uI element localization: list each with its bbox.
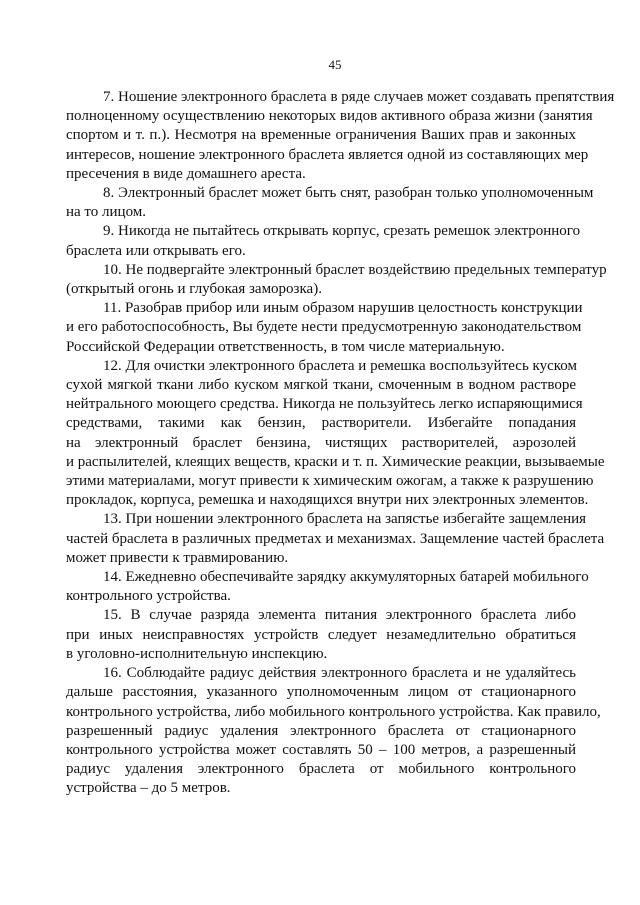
paragraph	[66, 510, 605, 568]
paragraph	[66, 568, 589, 606]
text-line: сухой мягкой ткани либо куском мягкой ткани, смоченным в водном растворе	[66, 377, 576, 394]
text-line: (открытый огонь и глубокая заморозка).	[66, 281, 322, 298]
text-line: 13. При ношении электронного браслета на запястье избегайте защемления	[103, 511, 587, 528]
text-line: на электронный браслет бензина, чистящих растворителей, аэрозолей	[66, 434, 576, 451]
text-line: радиус удаления электронного браслета от мобильного контрольного	[66, 761, 576, 778]
paragraph	[66, 664, 601, 798]
text-line: 12. Для очистки электронного браслета и ремешка воспользуйтесь куском	[103, 357, 577, 374]
text-line: контрольного устройства.	[66, 588, 231, 605]
paragraph	[66, 88, 615, 184]
text-line: полноценному осуществлению некоторых видов активного образа жизни (занятия	[66, 108, 593, 125]
text-line: частей браслета в различных предметах и механизмах. Защемление частей браслета	[66, 530, 605, 547]
text-line: на то лицом.	[66, 204, 147, 221]
paragraph	[66, 261, 607, 299]
text-line: Российской Федерации ответственность, в том числе материальную.	[66, 338, 505, 355]
text-line: и распылителей, клеящих веществ, краски и т. п. Химические реакции, вызываемые	[66, 453, 605, 470]
text-line: 11. Разобрав прибор или иным образом нарушив целостность конструкции	[103, 300, 583, 317]
text-line: прокладок, корпуса, ремешка и находящихся внутри них электронных элементов.	[66, 492, 589, 509]
text-line: дальше расстояния, указанного уполномоченным лицом от стационарного	[66, 684, 576, 701]
text-line: спортом и т. п.). Несмотря на временные ограничения Ваших прав и законных	[66, 127, 576, 144]
paragraph	[66, 299, 583, 357]
text-line: интересов, ношение электронного браслета является одной из составляющих мер	[66, 146, 589, 163]
text-line: 10. Не подвергайте электронный браслет воздействию предельных температур	[103, 261, 607, 278]
text-line: 15. В случае разряда элемента питания электронного браслета либо	[103, 607, 576, 624]
paragraph	[66, 184, 594, 222]
text-line: и его работоспособность, Вы будете нести предусмотренную законодательством	[66, 319, 582, 336]
text-line: 8. Электронный браслет может быть снят, разобран только уполномоченным	[103, 185, 594, 202]
document-body	[66, 88, 615, 799]
paragraph	[66, 357, 605, 511]
text-line: браслета или открывать его.	[66, 242, 246, 259]
text-line: 16. Соблюдайте радиус действия электронного браслета и не удаляйтесь	[103, 665, 576, 682]
text-line: 9. Никогда не пытайтесь открывать корпус, срезать ремешок электронного	[103, 223, 581, 240]
text-line: контрольного устройства, либо мобильного контрольного устройства. Как правило,	[66, 703, 601, 720]
text-line: пресечения в виде домашнего ареста.	[66, 165, 306, 182]
text-line: устройства – до 5 метров.	[66, 780, 231, 797]
text-line: нейтрального моющего средства. Никогда не пользуйтесь легко испаряющимися	[66, 396, 583, 413]
text-line: в уголовно-исполнительную инспекцию.	[66, 645, 328, 662]
page-number: 45	[328, 57, 342, 72]
paragraph	[66, 606, 576, 664]
text-line: может привести к травмированию.	[66, 549, 289, 566]
text-line: при иных неисправностях устройств следует незамедлительно обратиться	[66, 626, 576, 643]
paragraph	[66, 222, 581, 260]
text-line: 14. Ежедневно обеспечивайте зарядку аккумуляторных батарей мобильного	[103, 569, 589, 586]
text-line: 7. Ношение электронного браслета в ряде случаев может создавать препятствия	[103, 89, 615, 105]
text-line: средствами, такими как бензин, растворители. Избегайте попадания	[66, 415, 576, 432]
text-line: этими материалами, могут привести к химическим ожогам, а также к разрушению	[66, 473, 594, 490]
text-line: разрешенный радиус удаления электронного браслета от стационарного	[66, 722, 576, 739]
text-line: контрольного устройства может составлять 50 – 100 метров, а разрешенный	[66, 741, 576, 758]
